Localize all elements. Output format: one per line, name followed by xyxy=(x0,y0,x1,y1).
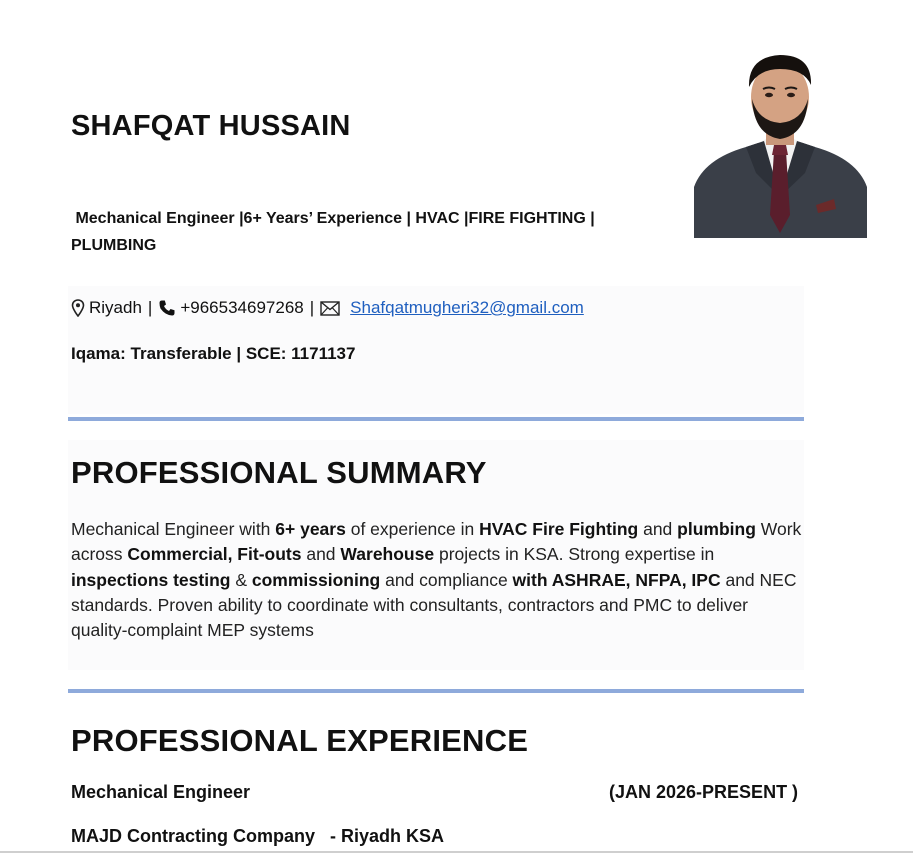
summary-text-run: Work across xyxy=(71,519,802,565)
summary-emphasis: Commercial, Fit-outs xyxy=(127,544,302,565)
section-divider xyxy=(68,689,804,693)
envelope-icon xyxy=(320,301,340,316)
contact-email-link[interactable]: Shafqatmugheri32@gmail.com xyxy=(350,298,584,317)
location-pin-icon xyxy=(71,299,85,317)
experience-heading: PROFESSIONAL EXPERIENCE xyxy=(71,723,529,758)
contact-line xyxy=(71,295,584,321)
summary-emphasis: plumbing xyxy=(677,519,756,539)
candidate-name: SHAFQAT HUSSAIN xyxy=(71,110,351,142)
contact-separator: | xyxy=(147,298,153,317)
summary-text-run: projects in KSA. Strong expertise in xyxy=(434,544,715,565)
summary-emphasis: HVAC Fire Fighting xyxy=(479,519,639,539)
job-title: Mechanical Engineer xyxy=(71,782,251,802)
iqama-sce-line: Iqama: Transferable | SCE: 1171137 xyxy=(71,344,356,363)
summary-emphasis: inspections testing xyxy=(71,569,231,590)
summary-emphasis: Warehouse xyxy=(340,544,435,565)
profile-photo xyxy=(694,47,867,238)
summary-paragraph xyxy=(71,517,806,643)
profile-photo-illustration xyxy=(694,47,867,238)
contact-separator: | xyxy=(309,298,315,317)
job-dates: (JAN 2026-PRESENT ) xyxy=(609,782,799,802)
summary-text-run: of experience in xyxy=(345,519,480,539)
page-bottom-edge xyxy=(0,851,913,853)
summary-emphasis: with ASHRAE, NFPA, IPC xyxy=(512,569,721,590)
section-divider xyxy=(68,417,804,421)
summary-text-run: & xyxy=(230,569,252,590)
phone-icon xyxy=(158,299,176,317)
summary-text-run: Mechanical Engineer with xyxy=(71,519,276,539)
summary-text-run: and compliance xyxy=(380,569,513,590)
summary-emphasis: commissioning xyxy=(251,569,381,590)
summary-heading: PROFESSIONAL SUMMARY xyxy=(71,455,487,490)
company-name: MAJD Contracting Company - Riyadh KSA xyxy=(71,826,445,846)
contact-phone: +966534697268 xyxy=(180,298,304,317)
headline-tagline: Mechanical Engineer |6+ Years’ Experience | HVAC |FIRE FIGHTING | PLUMBING xyxy=(71,210,600,254)
summary-text-run: and xyxy=(301,544,341,565)
summary-emphasis: 6+ years xyxy=(275,519,346,539)
summary-text-run: and xyxy=(638,519,678,539)
contact-location: Riyadh xyxy=(89,298,142,317)
summary-text-run: and NEC standards. Proven ability to coordinate with consultants, contractors and PMC to deliver quality-complaint MEP systems xyxy=(71,569,797,641)
